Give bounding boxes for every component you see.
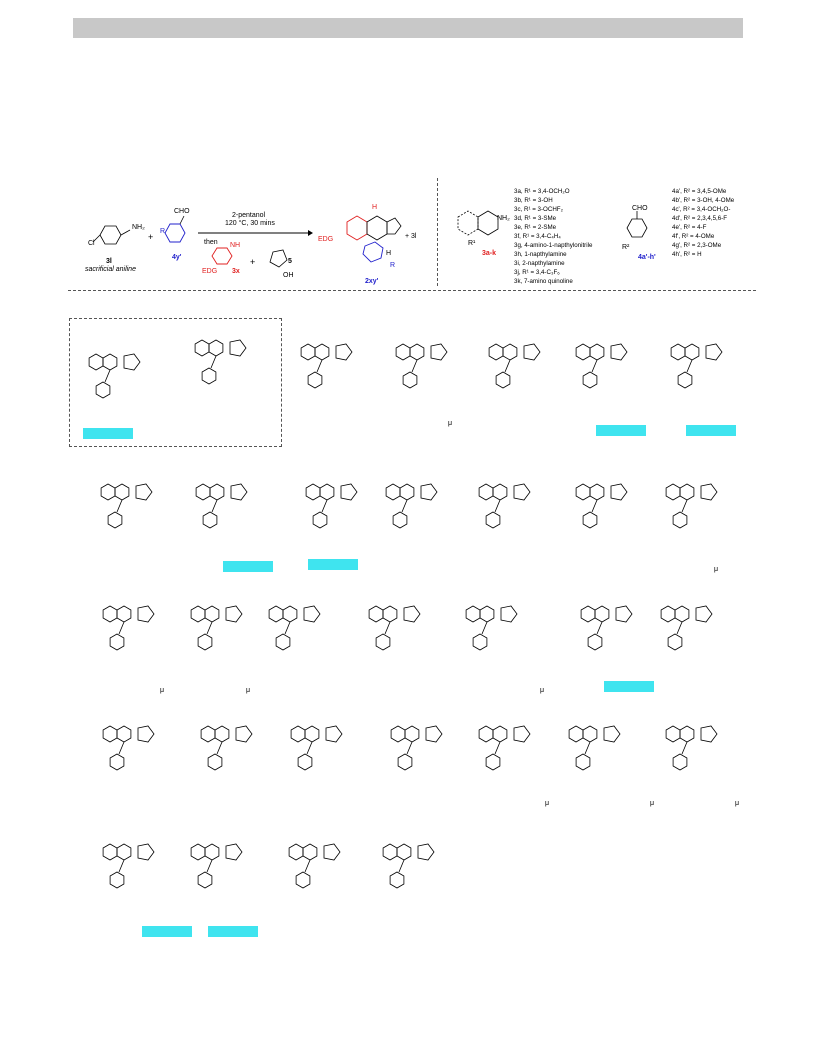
generic-amine-nh2: NH₂ [497,215,510,222]
product-molecule [278,830,358,910]
ring [298,754,312,770]
bond [211,356,216,368]
ring [666,484,680,500]
ring [313,512,327,528]
ring [479,484,493,500]
ring [493,484,507,500]
stray-mark: μ [545,800,550,807]
plus-sign-2: + [250,257,256,267]
bond [212,500,217,512]
ring [583,512,597,528]
lactone-ring [611,484,627,500]
highlight-label [208,926,258,937]
lactone-ring [524,344,540,360]
ring [205,606,219,622]
product-molecule [375,470,455,550]
ring [269,606,283,622]
ring [405,726,419,742]
lactone-ring [326,726,342,742]
stray-mark: μ [246,687,251,694]
lactone-ring [226,606,242,622]
ring [110,754,124,770]
bond [402,500,407,512]
highlight-label [142,926,192,937]
amine-list-item: 3j, R¹ = 3,4-C₃F₆ [514,269,560,276]
product-molecule [468,712,548,792]
bond [207,622,212,634]
ring [103,844,117,860]
ring [398,754,412,770]
header-bar [73,18,743,38]
bond [592,360,597,372]
cl-label: Cl [88,240,95,247]
ring [202,368,216,384]
ring [89,354,103,370]
lactone-ring [138,606,154,622]
bond [105,370,110,382]
ring [675,606,689,622]
lactone-ring [701,726,717,742]
ring [486,754,500,770]
ring [466,606,480,622]
ring [386,484,400,500]
conditions-temp: 120 °C, 30 mins [225,220,275,227]
bond [407,742,412,754]
ring [369,606,383,622]
ring [198,872,212,888]
ring [101,484,115,500]
ring [103,606,117,622]
stray-mark: μ [540,687,545,694]
amine-list-item: 3h, 1-napthylamine [514,251,567,258]
ring [283,606,297,622]
ring [383,606,397,622]
aldehyde-list-item: 4a', R² = 3,4,5-OMe [672,188,727,195]
aldehyde-list-item: 4g', R² = 2,3-OMe [672,242,722,249]
ring [590,484,604,500]
byproduct-label: + 3l [405,233,417,240]
ring [195,340,209,356]
ring [661,606,675,622]
ring [289,844,303,860]
ring [680,484,694,500]
product-nh: H [372,204,378,211]
lactone-ring [124,354,140,370]
lactone-ring [604,726,620,742]
plus-sign-1: + [148,232,154,242]
bond [687,360,692,372]
amine-list-item: 3g, 4-amino-1-napthylonitrile [514,242,593,249]
ring [480,606,494,622]
aldehyde-cho: CHO [174,208,190,215]
ring [103,726,117,742]
product-molecule [295,470,375,550]
bond [119,742,124,754]
ring [196,484,210,500]
lactone-ring [304,606,320,622]
ring [391,726,405,742]
highlight-label [604,681,654,692]
ring [117,844,131,860]
product-molecule [358,592,438,672]
product-molecule [92,712,172,792]
ring [673,754,687,770]
product-molecule [280,712,360,792]
ring [276,634,290,650]
amine-edg: EDG [202,268,218,275]
ring [315,344,329,360]
lactone-ring [501,606,517,622]
amine-list [514,187,592,286]
stray-mark: μ [650,800,655,807]
generic-aldehyde-cho: CHO [632,205,648,212]
product-molecule [184,326,264,406]
product-molecule [570,592,650,672]
product-molecule [185,470,265,550]
sacrificial-label: sacrificial aniline [85,266,136,273]
stray-mark: μ [160,687,165,694]
ring [103,354,117,370]
product-molecule [565,330,645,410]
ring [486,512,500,528]
amine-list-item: 3c, R¹ = 3-OCHF₂ [514,206,563,213]
ring [383,844,397,860]
ring [306,484,320,500]
product-molecule [90,470,170,550]
ring [203,512,217,528]
ring [291,726,305,742]
lactone-ring [426,726,442,742]
ring [110,634,124,650]
product-h: H [386,250,392,257]
ring [576,344,590,360]
bond [585,742,590,754]
product-molecule [660,330,740,410]
bond [597,622,602,634]
amine-list-item: 3i, 2-napthylamine [514,260,565,267]
amine-list-item: 3k, 7-amino quinoline [514,278,573,285]
ring [400,484,414,500]
ring [668,634,682,650]
lactone-ring [230,340,246,356]
bond [207,860,212,872]
bond [305,860,310,872]
ring [671,344,685,360]
reaction-arrow [198,229,313,237]
ring [117,606,131,622]
bond [677,622,682,634]
aldehyde-list-item: 4c', R² = 3,4-OCH₂O- [672,206,731,213]
product-molecule [92,830,172,910]
amine-list-item: 3f, R¹ = 3,4-C₄H₄ [514,233,561,240]
lactone-ring [431,344,447,360]
ring [201,726,215,742]
ring [496,372,510,388]
scheme-divider [437,178,438,286]
aldehyde-structure [160,210,200,260]
product-molecule [558,712,638,792]
amine-nh: NH [230,242,241,249]
ring [397,844,411,860]
bond [482,622,487,634]
ring [583,726,597,742]
ring [595,606,609,622]
ring [110,872,124,888]
aldehyde-list [672,187,734,259]
product-molecule [190,712,270,792]
product-molecule [650,592,730,672]
product-label: 2xy' [365,278,379,285]
ring [376,634,390,650]
lactone-ring [611,344,627,360]
aniline-label: 3l [106,258,112,265]
ring [396,344,410,360]
lactone-ring [138,844,154,860]
lactone-ring [514,726,530,742]
product-molecule [478,330,558,410]
ring [108,512,122,528]
ring [489,344,503,360]
ring [569,726,583,742]
ring [301,344,315,360]
ring [205,844,219,860]
ring [393,512,407,528]
ring [473,634,487,650]
ring [96,382,110,398]
bond [505,360,510,372]
then-label: then [204,239,218,246]
ring [673,512,687,528]
product-molecule [468,470,548,550]
product-molecule [655,712,735,792]
ring [410,344,424,360]
bond [322,500,327,512]
lactone-ring [404,606,420,622]
aldehyde-list-item: 4b', R² = 3-OH, 4-OMe [672,197,735,204]
amine-list-item: 3d, R¹ = 3-SMe [514,215,557,222]
ring [685,344,699,360]
product-molecule [385,330,465,410]
lactone-ring [136,484,152,500]
aldehyde-list-item: 4d', R² = 2,3,4,5,6-F [672,215,728,222]
lactone-ring [421,484,437,500]
ring [191,606,205,622]
highlight-label [83,428,133,439]
lactone-ring [514,484,530,500]
aldehyde-list-item: 4e', R² = 4-F [672,224,707,231]
product-molecule [655,470,735,550]
product-molecule [372,830,452,910]
ring [215,726,229,742]
aldehyde-list-item: 4f', R² = 4-OMe [672,233,715,240]
lactone-ring [226,844,242,860]
ring [503,344,517,360]
product-molecule [180,830,260,910]
lactone-ring [616,606,632,622]
nh2-label: NH₂ [132,224,145,231]
amine-list-item: 3a, R¹ = 3,4-OCH₂O [514,188,570,195]
bond [119,622,124,634]
bond [119,860,124,872]
product-molecule [455,592,535,672]
lactone-ring [336,344,352,360]
bond [399,860,404,872]
ring [678,372,692,388]
ring [493,726,507,742]
ring [210,484,224,500]
ring [680,726,694,742]
ring [296,872,310,888]
lactone-ring [341,484,357,500]
bond [217,742,222,754]
section-divider [68,290,756,291]
product-molecule [380,712,460,792]
bond [495,742,500,754]
ring [198,634,212,650]
ring [117,726,131,742]
bond [307,742,312,754]
generic-aldehyde-label: 4a'-h' [638,254,656,261]
stray-mark: μ [735,800,740,807]
ring [590,344,604,360]
product-molecule [258,592,338,672]
highlight-label [686,425,736,436]
amine-list-item: 3e, R¹ = 2-SMe [514,224,557,231]
ring [581,606,595,622]
amine-list-item: 3b, R¹ = 3-OH [514,197,553,204]
aldehyde-list-item: 4h', R² = H [672,251,702,258]
product-molecule [180,592,260,672]
highlight-label [596,425,646,436]
product-molecule [565,470,645,550]
amine-label: 3x [232,268,240,275]
tetronic-label: 5 [288,258,292,265]
product-molecule [92,592,172,672]
highlight-label [223,561,273,572]
bond [117,500,122,512]
ring [209,340,223,356]
ring [303,844,317,860]
ring [479,726,493,742]
product-molecule [290,330,370,410]
aldehyde-label: 4y' [172,254,182,261]
ring [588,634,602,650]
ring [308,372,322,388]
lactone-ring [696,606,712,622]
bond [385,622,390,634]
product-structure [335,200,405,270]
generic-amine-label: 3a-k [482,250,497,257]
ring [583,372,597,388]
product-r: R [390,262,396,269]
lactone-ring [236,726,252,742]
bond [682,500,687,512]
bond [285,622,290,634]
bond [317,360,322,372]
conditions-solvent: 2-pentanol [232,212,266,219]
ring [115,484,129,500]
lactone-ring [706,344,722,360]
stray-mark: μ [714,566,719,573]
ring [403,372,417,388]
ring [320,484,334,500]
ring [390,872,404,888]
bond [592,500,597,512]
bond [412,360,417,372]
lactone-ring [701,484,717,500]
product-edg: EDG [318,236,334,243]
ring [305,726,319,742]
lactone-ring [418,844,434,860]
ring [191,844,205,860]
bond [682,742,687,754]
lactone-ring [231,484,247,500]
generic-amine-r1: R¹ [468,240,476,247]
bond [495,500,500,512]
generic-amine-structure [450,205,510,255]
tetronic-oh: OH [283,272,294,279]
ring [208,754,222,770]
stray-mark: μ [448,420,453,427]
ring [576,754,590,770]
aldehyde-r: R [160,228,166,235]
product-molecule [78,340,158,420]
lactone-ring [324,844,340,860]
ring [576,484,590,500]
generic-aldehyde-r2: R² [622,244,630,251]
lactone-ring [138,726,154,742]
ring [666,726,680,742]
highlight-label [308,559,358,570]
